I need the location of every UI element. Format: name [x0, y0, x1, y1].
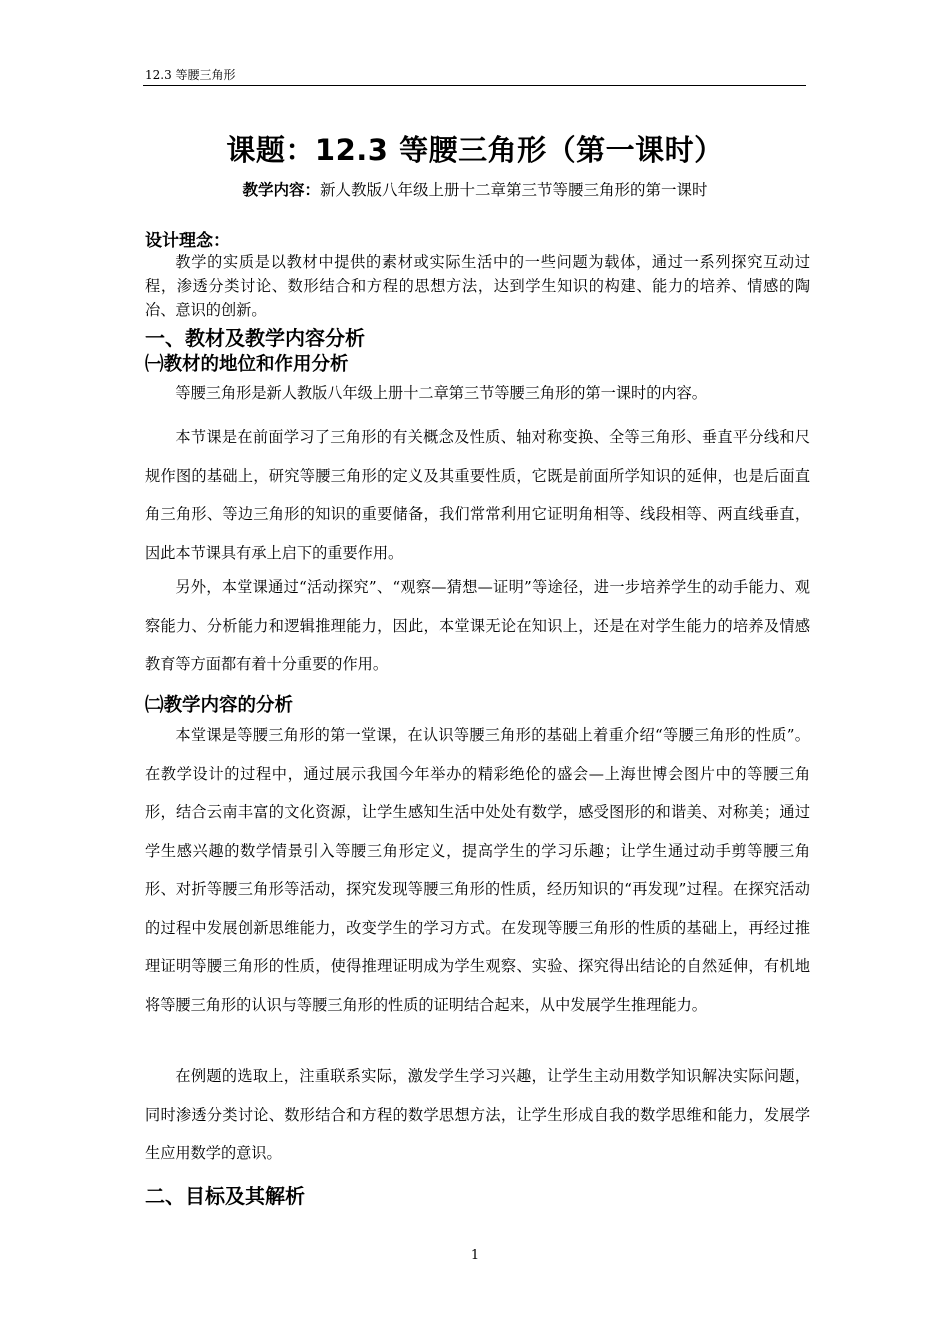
sub2-paragraph-2: 在例题的选取上，注重联系实际，激发学生学习兴趣，让学生主动用数学知识解决实际问题，同时渗透分类讨论、数形结合和方程的数学思想方法，让学生形成自我的数学思维和能力，发展学生应用数学的意识。 [145, 1067, 810, 1162]
design-concept-heading: 设计理念： [145, 231, 230, 251]
section1-sub2-heading: ㈡教学内容的分析 [145, 695, 294, 716]
sub1-paragraph-3: 另外，本堂课通过“活动探究”、“观察—猜想—证明”等途径，进一步培养学生的动手能力、观察能力、分析能力和逻辑推理能力，因此，本堂课无论在知识上，还是在对学生能力的培养及情感教育等方面都有着十分重要的作用。 [145, 578, 810, 673]
section1-sub1-heading: ㈠教材的地位和作用分析 [145, 354, 349, 375]
header-divider [143, 85, 806, 86]
section1-heading: 一、教材及教学内容分析 [145, 326, 365, 350]
design-concept-paragraph: 教学的实质是以教材中提供的素材或实际生活中的一些问题为载体，通过一系列探究互动过程，渗透分类讨论、数形结合和方程的思想方法，达到学生知识的构建、能力的培养、情感的陶冶、意识的创新。 [145, 253, 810, 319]
page-title: 课题：12.3 等腰三角形（第一课时） [226, 133, 724, 167]
teaching-content-label: 教学内容： [242, 181, 320, 199]
sub1-paragraph-1: 等腰三角形是新人教版八年级上册十二章第三节等腰三角形的第一课时的内容。 [175, 384, 707, 402]
teaching-content-line [0, 178, 950, 200]
sub1-paragraph-2: 本节课是在前面学习了三角形的有关概念及性质、轴对称变换、全等三角形、垂直平分线和尺规作图的基础上，研究等腰三角形的定义及其重要性质，它既是前面所学知识的延伸，也是后面直角三角形、等边三角形的知识的重要储备，我们常常利用它证明角相等、线段相等、两直线垂直，因此本节课具有承上启下的重要作用。 [145, 428, 810, 562]
teaching-content-text: 新人教版八年级上册十二章第三节等腰三角形的第一课时 [320, 181, 708, 199]
section2-heading: 二、目标及其解析 [145, 1184, 305, 1208]
sub2-paragraph-1: 本堂课是等腰三角形的第一堂课，在认识等腰三角形的基础上着重介绍“等腰三角形的性质”。在教学设计的过程中，通过展示我国今年举办的精彩绝伦的盛会—上海世博会图片中的等腰三角形，结合云南丰富的文化资源，让学生感知生活中处处有数学，感受图形的和谐美、对称美；通过学生感兴趣的数学情景引入等腰三角形定义，提高学生的学习乐趣；让学生通过动手剪等腰三角形、对折等腰三角形等活动，探究发现等腰三角形的性质，经历知识的“再发现”过程。在探究活动的过程中发展创新思维能力，改变学生的学习方式。在发现等腰三角形的性质的基础上，再经过推理证明等腰三角形的性质，使得推理证明成为学生观察、实验、探究得出结论的自然延伸，有机地将等腰三角形的认识与等腰三角形的性质的证明结合起来，从中发展学生推理能力。 [145, 726, 810, 1014]
running-header: 12.3 等腰三角形 [145, 68, 236, 82]
page-number: 1 [470, 1248, 480, 1263]
